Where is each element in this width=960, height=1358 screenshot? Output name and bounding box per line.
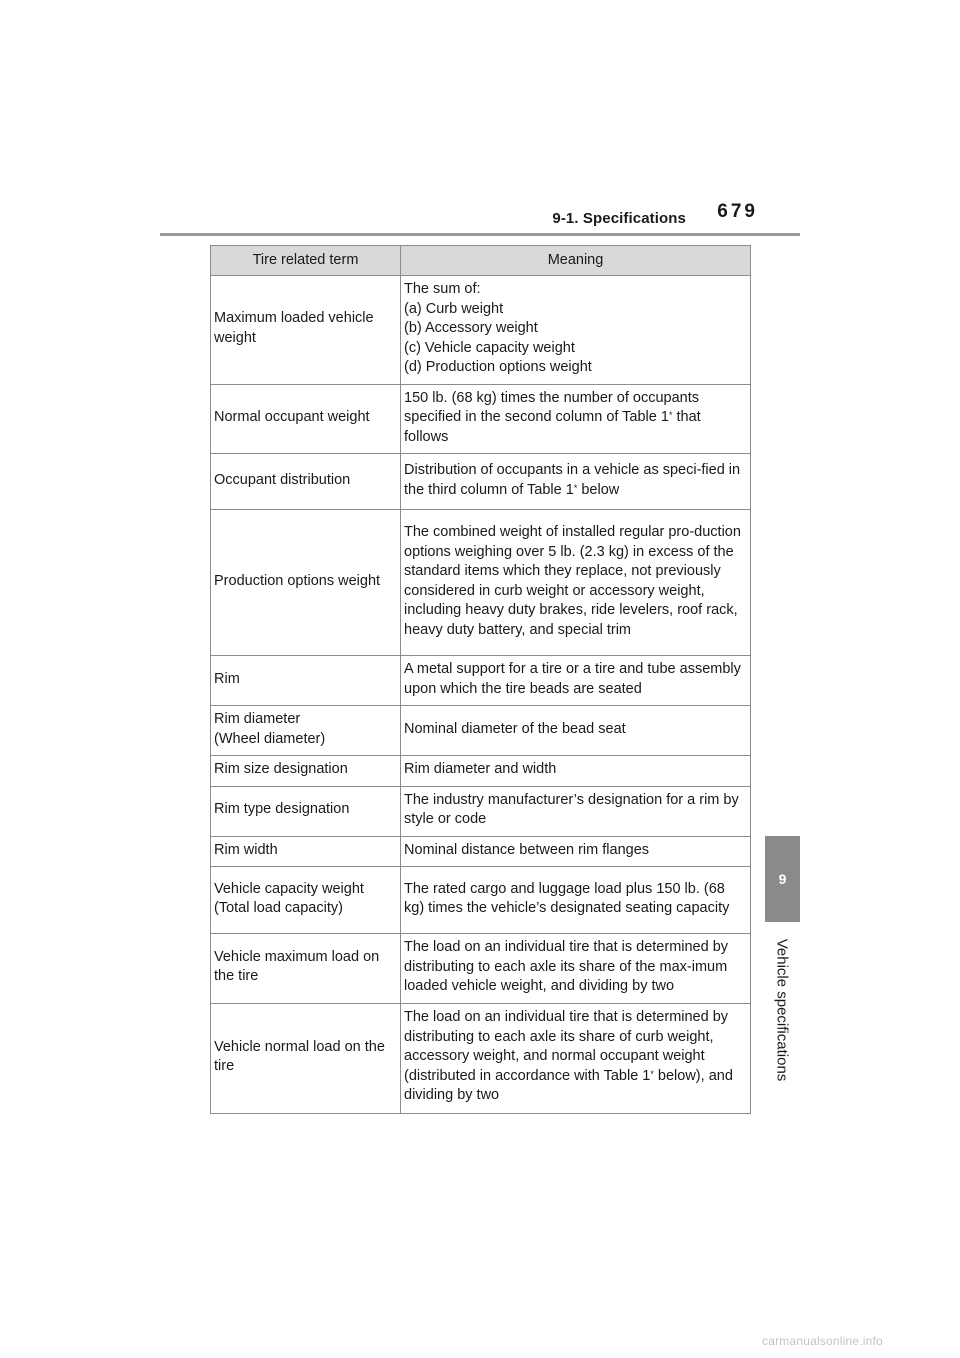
term-cell: Normal occupant weight: [211, 384, 401, 454]
term-cell: Occupant distribution: [211, 454, 401, 510]
column-header-meaning: Meaning: [401, 246, 751, 276]
meaning-cell: Nominal diameter of the bead seat: [401, 706, 751, 756]
table-row: [211, 706, 751, 756]
tire-terms-table: [210, 245, 751, 1114]
term-cell: Vehicle capacity weight (Total load capacity): [211, 867, 401, 934]
chapter-label: Vehicle specifications: [773, 938, 791, 1082]
table-row: [211, 1003, 751, 1113]
meaning-cell: The rated cargo and luggage load plus 150 lb. (68 kg) times the vehicle’s designated seating capacity: [401, 867, 751, 934]
table-row: [211, 510, 751, 656]
meaning-cell: The load on an individual tire that is determined by distributing to each axle its share of the max-imum loaded vehicle weight, and dividing by two: [401, 934, 751, 1004]
meaning-cell: Nominal distance between rim flanges: [401, 836, 751, 867]
table-row: [211, 384, 751, 454]
term-cell: Rim width: [211, 836, 401, 867]
page-number: 679: [717, 201, 758, 222]
term-cell: Rim size designation: [211, 756, 401, 787]
meaning-cell: The combined weight of installed regular pro-duction options weighing over 5 lb. (2.3 kg) in excess of the standard items which they replace, not previously considered in curb weight or accessory weight, including heavy duty brakes, ride levelers, roof rack, heavy duty battery, and special trim: [401, 510, 751, 656]
table-row: [211, 656, 751, 706]
table-header-row: [211, 246, 751, 276]
meaning-cell: [401, 276, 751, 385]
meaning-cell: 150 lb. (68 kg) times the number of occupants specified in the second column of Table 1* that follows: [401, 384, 751, 454]
table-row: [211, 756, 751, 787]
page-header: [160, 198, 800, 236]
table-row: [211, 786, 751, 836]
watermark: carmanualsonline.info: [762, 1334, 883, 1348]
meaning-cell: A metal support for a tire or a tire and tube assembly upon which the tire beads are seated: [401, 656, 751, 706]
term-cell: Vehicle maximum load on the tire: [211, 934, 401, 1004]
meaning-line: (c) Vehicle capacity weight: [404, 339, 575, 356]
term-cell: Maximum loaded vehicle weight: [211, 276, 401, 385]
meaning-line: (d) Production options weight: [404, 359, 592, 375]
chapter-number: 9: [778, 871, 787, 887]
table-row: [211, 454, 751, 510]
meaning-cell: The industry manufacturer’s designation for a rim by style or code: [401, 786, 751, 836]
table-row: [211, 836, 751, 867]
chapter-tab[interactable]: [765, 836, 800, 922]
section-title: 9-1. Specifications: [552, 210, 686, 227]
footnote-marker: *: [668, 410, 673, 420]
meaning-line: (a) Curb weight: [404, 300, 504, 317]
meaning-line: The sum of:: [404, 281, 481, 297]
meaning-cell: Rim diameter and width: [401, 756, 751, 787]
meaning-line: (b) Accessory weight: [404, 320, 538, 336]
term-cell: Vehicle normal load on the tire: [211, 1003, 401, 1113]
column-header-term: Tire related term: [211, 246, 401, 276]
term-cell: Rim: [211, 656, 401, 706]
term-cell: Production options weight: [211, 510, 401, 656]
table-row: [211, 867, 751, 934]
meaning-cell: The load on an individual tire that is determined by distributing to each axle its share of curb weight, accessory weight, and normal occupant weight (distributed in accordance with Table 1* below), and dividing by two: [401, 1003, 751, 1113]
term-cell: Rim type designation: [211, 786, 401, 836]
table-row: [211, 934, 751, 1004]
table-row: [211, 276, 751, 385]
footnote-marker: *: [573, 482, 578, 493]
meaning-cell: Distribution of occupants in a vehicle as speci-fied in the third column of Table 1* below: [401, 454, 751, 510]
footnote-marker: *: [650, 1068, 654, 1079]
term-cell: Rim diameter (Wheel diameter): [211, 706, 401, 756]
